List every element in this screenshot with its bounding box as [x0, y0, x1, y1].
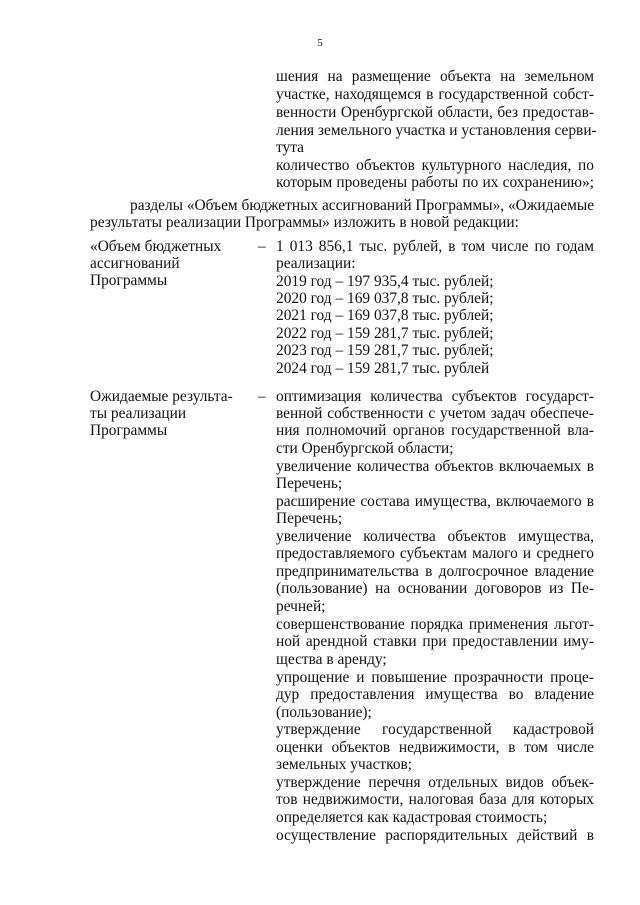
- results-line: земельных участков;: [276, 756, 413, 773]
- results-line: (пользование);: [276, 704, 372, 721]
- budget-line: 2023 год – 159 281,7 тыс. рублей;: [276, 342, 494, 359]
- results-line: венной собственности с учетом задач обеспече-: [276, 405, 594, 422]
- continuation-line: венности Оренбургской области, без предостав-: [276, 104, 594, 121]
- results-line: предоставляемого субъектам малого и среднего: [276, 545, 594, 562]
- results-line: тов недвижимости, налоговая база для которых: [276, 791, 594, 808]
- continuation-line: шения на размещение объекта на земельном: [276, 68, 594, 85]
- results-dash: –: [258, 388, 266, 405]
- budget-line: 2021 год – 169 037,8 тыс. рублей;: [276, 307, 494, 324]
- results-line: щества в аренду;: [276, 651, 387, 668]
- results-line: определяется как кадастровая стоимость;: [276, 809, 548, 826]
- results-line: дур предоставления имущества во владение: [276, 686, 594, 703]
- continuation-line: количество объектов культурного наследия, по: [276, 157, 594, 174]
- results-line: (пользование) на основании договоров из Пе-: [276, 580, 594, 597]
- results-line: сти Оренбургской области;: [276, 440, 454, 457]
- budget-dash: –: [258, 238, 266, 255]
- continuation-line: ления земельного участка и установления серви-: [276, 122, 597, 139]
- results-line: расширение состава имущества, включаемого в: [276, 493, 594, 510]
- budget-label-line: ассигнований: [90, 255, 180, 272]
- results-line: оптимизация количества субъектов государст-: [276, 388, 594, 405]
- results-line: увеличение количества объектов имущества,: [276, 528, 594, 545]
- budget-line: 1 013 856,1 тыс. рублей, в том числе по годам: [276, 238, 594, 255]
- intro-line: результаты реализации Программы» изложить в новой редакции:: [90, 214, 519, 231]
- continuation-line: тута: [276, 139, 304, 156]
- budget-label-line: «Объем бюджетных: [90, 238, 222, 255]
- results-line: оценки объектов недвижимости, в том числе: [276, 739, 594, 756]
- results-line: упрощение и повышение прозрачности проце-: [276, 669, 594, 686]
- results-line: Перечень;: [276, 475, 343, 492]
- budget-line: 2024 год – 159 281,7 тыс. рублей: [276, 360, 490, 377]
- continuation-line: которым проведены работы по их сохранению»;: [276, 174, 594, 191]
- results-line: предпринимательства в долгосрочное владение: [276, 563, 594, 580]
- results-label-line: Ожидаемые результа-: [90, 388, 233, 405]
- results-line: Перечень;: [276, 510, 343, 527]
- results-label-line: ты реализации: [90, 405, 187, 422]
- results-line: ния полномочий органов государственной вла-: [276, 422, 594, 439]
- budget-line: реализации:: [276, 255, 356, 272]
- intro-line: разделы «Объем бюджетных ассигнований Программы», «Ожидаемые: [130, 197, 595, 214]
- results-line: ной арендной ставки при предоставлении иму-: [276, 633, 594, 650]
- results-label-line: Программы: [90, 422, 168, 439]
- budget-line: 2020 год – 169 037,8 тыс. рублей;: [276, 290, 494, 307]
- results-line: утверждение государственной кадастровой: [276, 721, 594, 738]
- results-line: речней;: [276, 598, 326, 615]
- budget-line: 2019 год – 197 935,4 тыс. рублей;: [276, 273, 494, 290]
- results-line: увеличение количества объектов включаемых в: [276, 458, 594, 475]
- results-line: утверждение перечня отдельных видов объек-: [276, 774, 594, 791]
- continuation-line: участке, находящемся в государственной собст-: [276, 86, 594, 103]
- results-line: осуществление распорядительных действий в: [276, 827, 594, 844]
- budget-line: 2022 год – 159 281,7 тыс. рублей;: [276, 325, 494, 342]
- results-line: совершенствование порядка применения льгот-: [276, 616, 594, 633]
- budget-label-line: Программы: [90, 272, 168, 289]
- page-number: 5: [317, 37, 323, 49]
